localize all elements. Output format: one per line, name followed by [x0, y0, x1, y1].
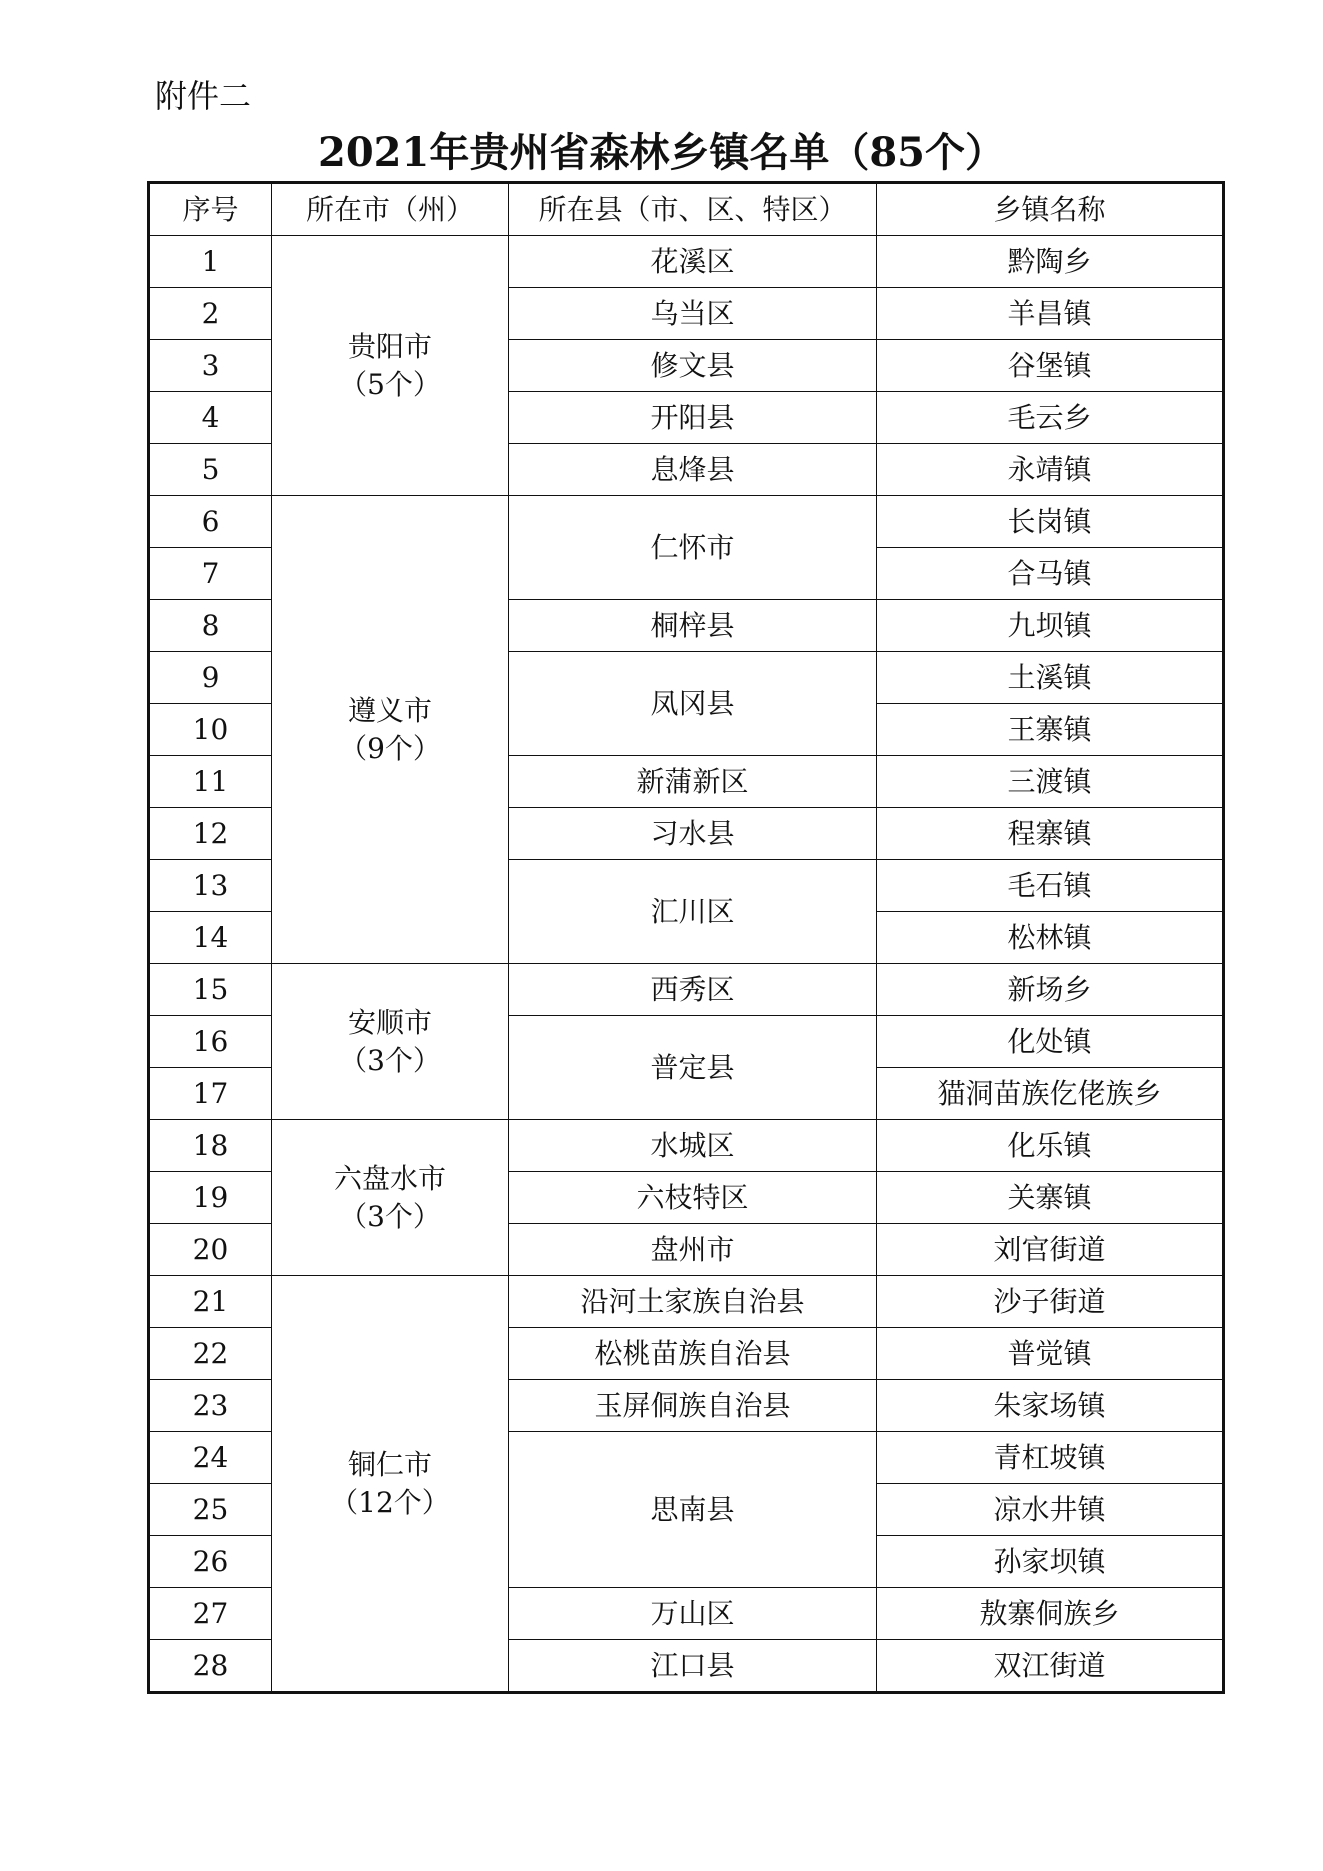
row-number: 9 [149, 652, 272, 704]
city-cell [272, 496, 509, 964]
header-index: 序号 [149, 183, 272, 236]
header-town: 乡镇名称 [877, 183, 1224, 236]
town-cell: 合马镇 [877, 548, 1224, 600]
county-cell: 桐梓县 [509, 600, 877, 652]
city-count: （12个） [330, 1485, 450, 1519]
town-cell: 敖寨侗族乡 [877, 1588, 1224, 1640]
row-number: 25 [149, 1484, 272, 1536]
town-cell: 土溪镇 [877, 652, 1224, 704]
city-count: （9个） [339, 731, 441, 765]
city-name: 贵阳市 [347, 329, 432, 363]
county-cell: 盘州市 [509, 1224, 877, 1276]
table-row [149, 236, 1224, 288]
row-number: 26 [149, 1536, 272, 1588]
city-cell [272, 964, 509, 1120]
town-cell: 双江街道 [877, 1640, 1224, 1693]
town-cell: 黔陶乡 [877, 236, 1224, 288]
city-count: （3个） [339, 1043, 441, 1077]
town-cell: 刘官街道 [877, 1224, 1224, 1276]
county-cell: 息烽县 [509, 444, 877, 496]
row-number: 6 [149, 496, 272, 548]
city-cell [272, 236, 509, 496]
row-number: 3 [149, 340, 272, 392]
town-cell: 谷堡镇 [877, 340, 1224, 392]
row-number: 21 [149, 1276, 272, 1328]
town-cell: 化处镇 [877, 1016, 1224, 1068]
row-number: 16 [149, 1016, 272, 1068]
county-cell: 万山区 [509, 1588, 877, 1640]
row-number: 10 [149, 704, 272, 756]
county-cell: 开阳县 [509, 392, 877, 444]
attachment-label: 附件二 [155, 77, 252, 115]
town-cell: 长岗镇 [877, 496, 1224, 548]
town-cell: 永靖镇 [877, 444, 1224, 496]
city-name: 六盘水市 [333, 1161, 446, 1195]
row-number: 1 [149, 236, 272, 288]
row-number: 17 [149, 1068, 272, 1120]
row-number: 11 [149, 756, 272, 808]
header-city: 所在市（州） [272, 183, 509, 236]
table-row [149, 1120, 1224, 1172]
row-number: 4 [149, 392, 272, 444]
city-cell [272, 1276, 509, 1693]
city-name: 安顺市 [347, 1005, 432, 1039]
town-cell: 羊昌镇 [877, 288, 1224, 340]
county-cell: 普定县 [509, 1016, 877, 1120]
county-cell: 江口县 [509, 1640, 877, 1693]
row-number: 14 [149, 912, 272, 964]
row-number: 24 [149, 1432, 272, 1484]
row-number: 2 [149, 288, 272, 340]
row-number: 12 [149, 808, 272, 860]
city-cell [272, 1120, 509, 1276]
town-cell: 九坝镇 [877, 600, 1224, 652]
row-number: 7 [149, 548, 272, 600]
row-number: 15 [149, 964, 272, 1016]
town-cell: 猫洞苗族仡佬族乡 [877, 1068, 1224, 1120]
town-cell: 沙子街道 [877, 1276, 1224, 1328]
town-cell: 毛云乡 [877, 392, 1224, 444]
table-header-row [149, 183, 1224, 236]
county-cell: 乌当区 [509, 288, 877, 340]
row-number: 20 [149, 1224, 272, 1276]
town-cell: 青杠坡镇 [877, 1432, 1224, 1484]
row-number: 19 [149, 1172, 272, 1224]
city-name: 铜仁市 [347, 1447, 432, 1481]
town-cell: 化乐镇 [877, 1120, 1224, 1172]
city-name: 遵义市 [347, 693, 432, 727]
county-cell: 花溪区 [509, 236, 877, 288]
town-cell: 普觉镇 [877, 1328, 1224, 1380]
county-cell: 习水县 [509, 808, 877, 860]
county-cell: 西秀区 [509, 964, 877, 1016]
row-number: 27 [149, 1588, 272, 1640]
county-cell: 凤冈县 [509, 652, 877, 756]
city-count: （3个） [339, 1199, 441, 1233]
table-row [149, 1276, 1224, 1328]
row-number: 5 [149, 444, 272, 496]
county-cell: 水城区 [509, 1120, 877, 1172]
town-cell: 新场乡 [877, 964, 1224, 1016]
city-count: （5个） [339, 367, 441, 401]
row-number: 8 [149, 600, 272, 652]
county-cell: 思南县 [509, 1432, 877, 1588]
county-cell: 仁怀市 [509, 496, 877, 600]
town-cell: 关寨镇 [877, 1172, 1224, 1224]
town-cell: 松林镇 [877, 912, 1224, 964]
county-cell: 修文县 [509, 340, 877, 392]
town-cell: 程寨镇 [877, 808, 1224, 860]
town-cell: 朱家场镇 [877, 1380, 1224, 1432]
town-cell: 毛石镇 [877, 860, 1224, 912]
county-cell: 松桃苗族自治县 [509, 1328, 877, 1380]
document-title: 2021年贵州省森林乡镇名单（85个） [318, 129, 1005, 176]
county-cell: 新蒲新区 [509, 756, 877, 808]
town-cell: 王寨镇 [877, 704, 1224, 756]
row-number: 23 [149, 1380, 272, 1432]
header-county: 所在县（市、区、特区） [509, 183, 877, 236]
row-number: 28 [149, 1640, 272, 1693]
town-cell: 凉水井镇 [877, 1484, 1224, 1536]
row-number: 22 [149, 1328, 272, 1380]
county-cell: 玉屏侗族自治县 [509, 1380, 877, 1432]
row-number: 13 [149, 860, 272, 912]
table-row [149, 496, 1224, 548]
row-number: 18 [149, 1120, 272, 1172]
forest-town-table [147, 181, 1225, 1694]
county-cell: 汇川区 [509, 860, 877, 964]
town-cell: 孙家坝镇 [877, 1536, 1224, 1588]
county-cell: 六枝特区 [509, 1172, 877, 1224]
county-cell: 沿河土家族自治县 [509, 1276, 877, 1328]
town-cell: 三渡镇 [877, 756, 1224, 808]
table-row [149, 964, 1224, 1016]
